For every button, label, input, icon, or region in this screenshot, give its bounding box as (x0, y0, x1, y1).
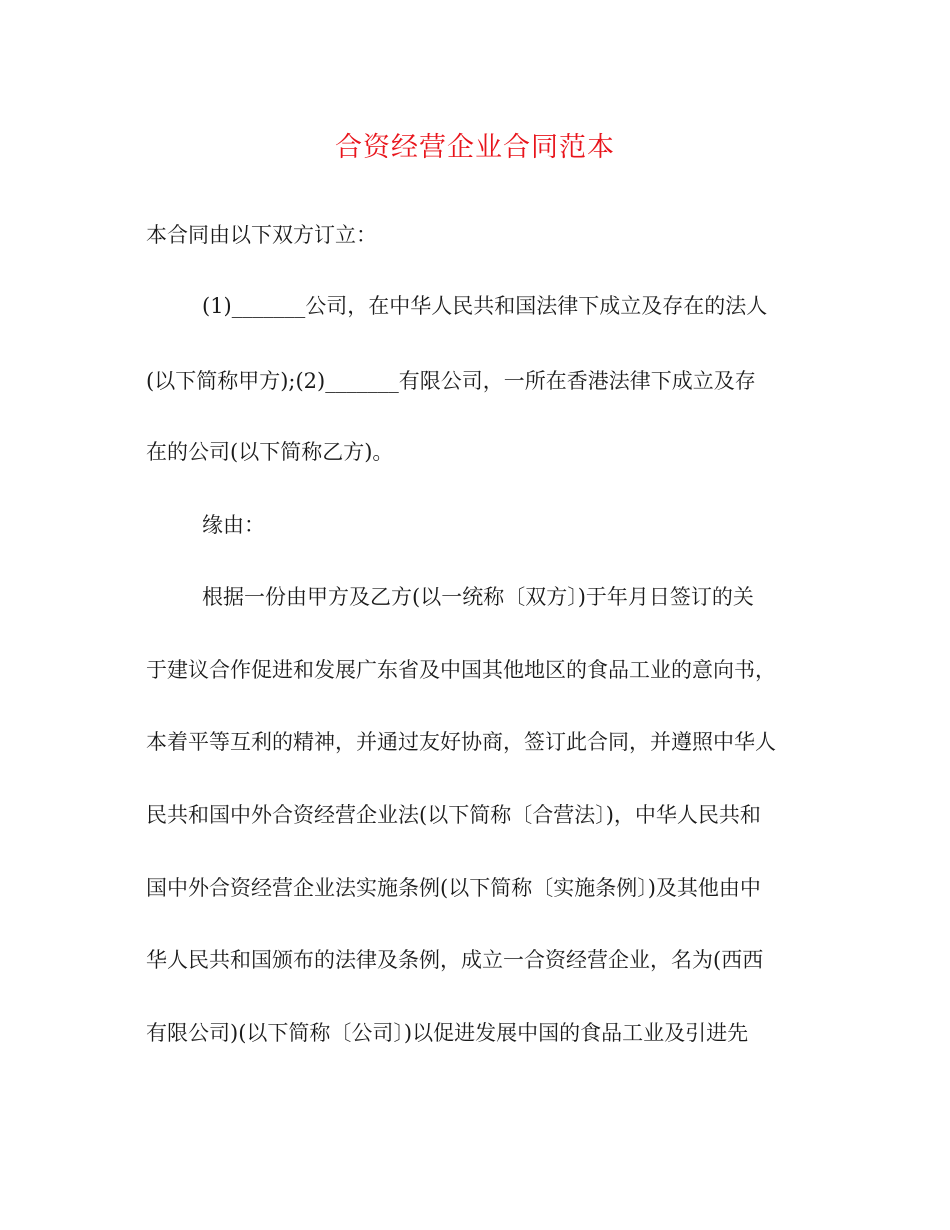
text-line-1: 本合同由以下双方订立： (146, 223, 377, 247)
text-line-11: 华人民共和国颁布的法律及条例，成立一合资经营企业，名为(西西 (146, 948, 764, 972)
text-line-6: 根据一份由甲方及乙方(以一统称〔双方〕)于年月日签订的关 (202, 585, 754, 609)
text-line-4: 在的公司(以下简称乙方)。 (146, 440, 394, 464)
text-line-8: 本着平等互利的精神，并通过友好协商，签订此合同，并遵照中华人 (146, 730, 776, 754)
text-line-12: 有限公司)(以下简称〔公司〕)以促进发展中国的食品工业及引进先 (146, 1021, 749, 1045)
text-line-10: 国中外合资经营企业法实施条例(以下简称〔实施条例〕)及其他由中 (146, 876, 761, 900)
text-line-9: 民共和国中外合资经营企业法(以下简称〔合营法〕)，中华人民共和 (146, 803, 761, 827)
document-title: 合资经营企业合同范本 (335, 132, 615, 163)
text-line-3: (以下简称甲方);(2)_______有限公司，一所在香港法律下成立及存 (146, 369, 756, 393)
text-line-5: 缘由： (202, 513, 265, 537)
text-line-7: 于建议合作促进和发展广东省及中国其他地区的食品工业的意向书， (146, 658, 776, 682)
text-line-2: (1)_______公司，在中华人民共和国法律下成立及存在的法人 (202, 294, 768, 318)
